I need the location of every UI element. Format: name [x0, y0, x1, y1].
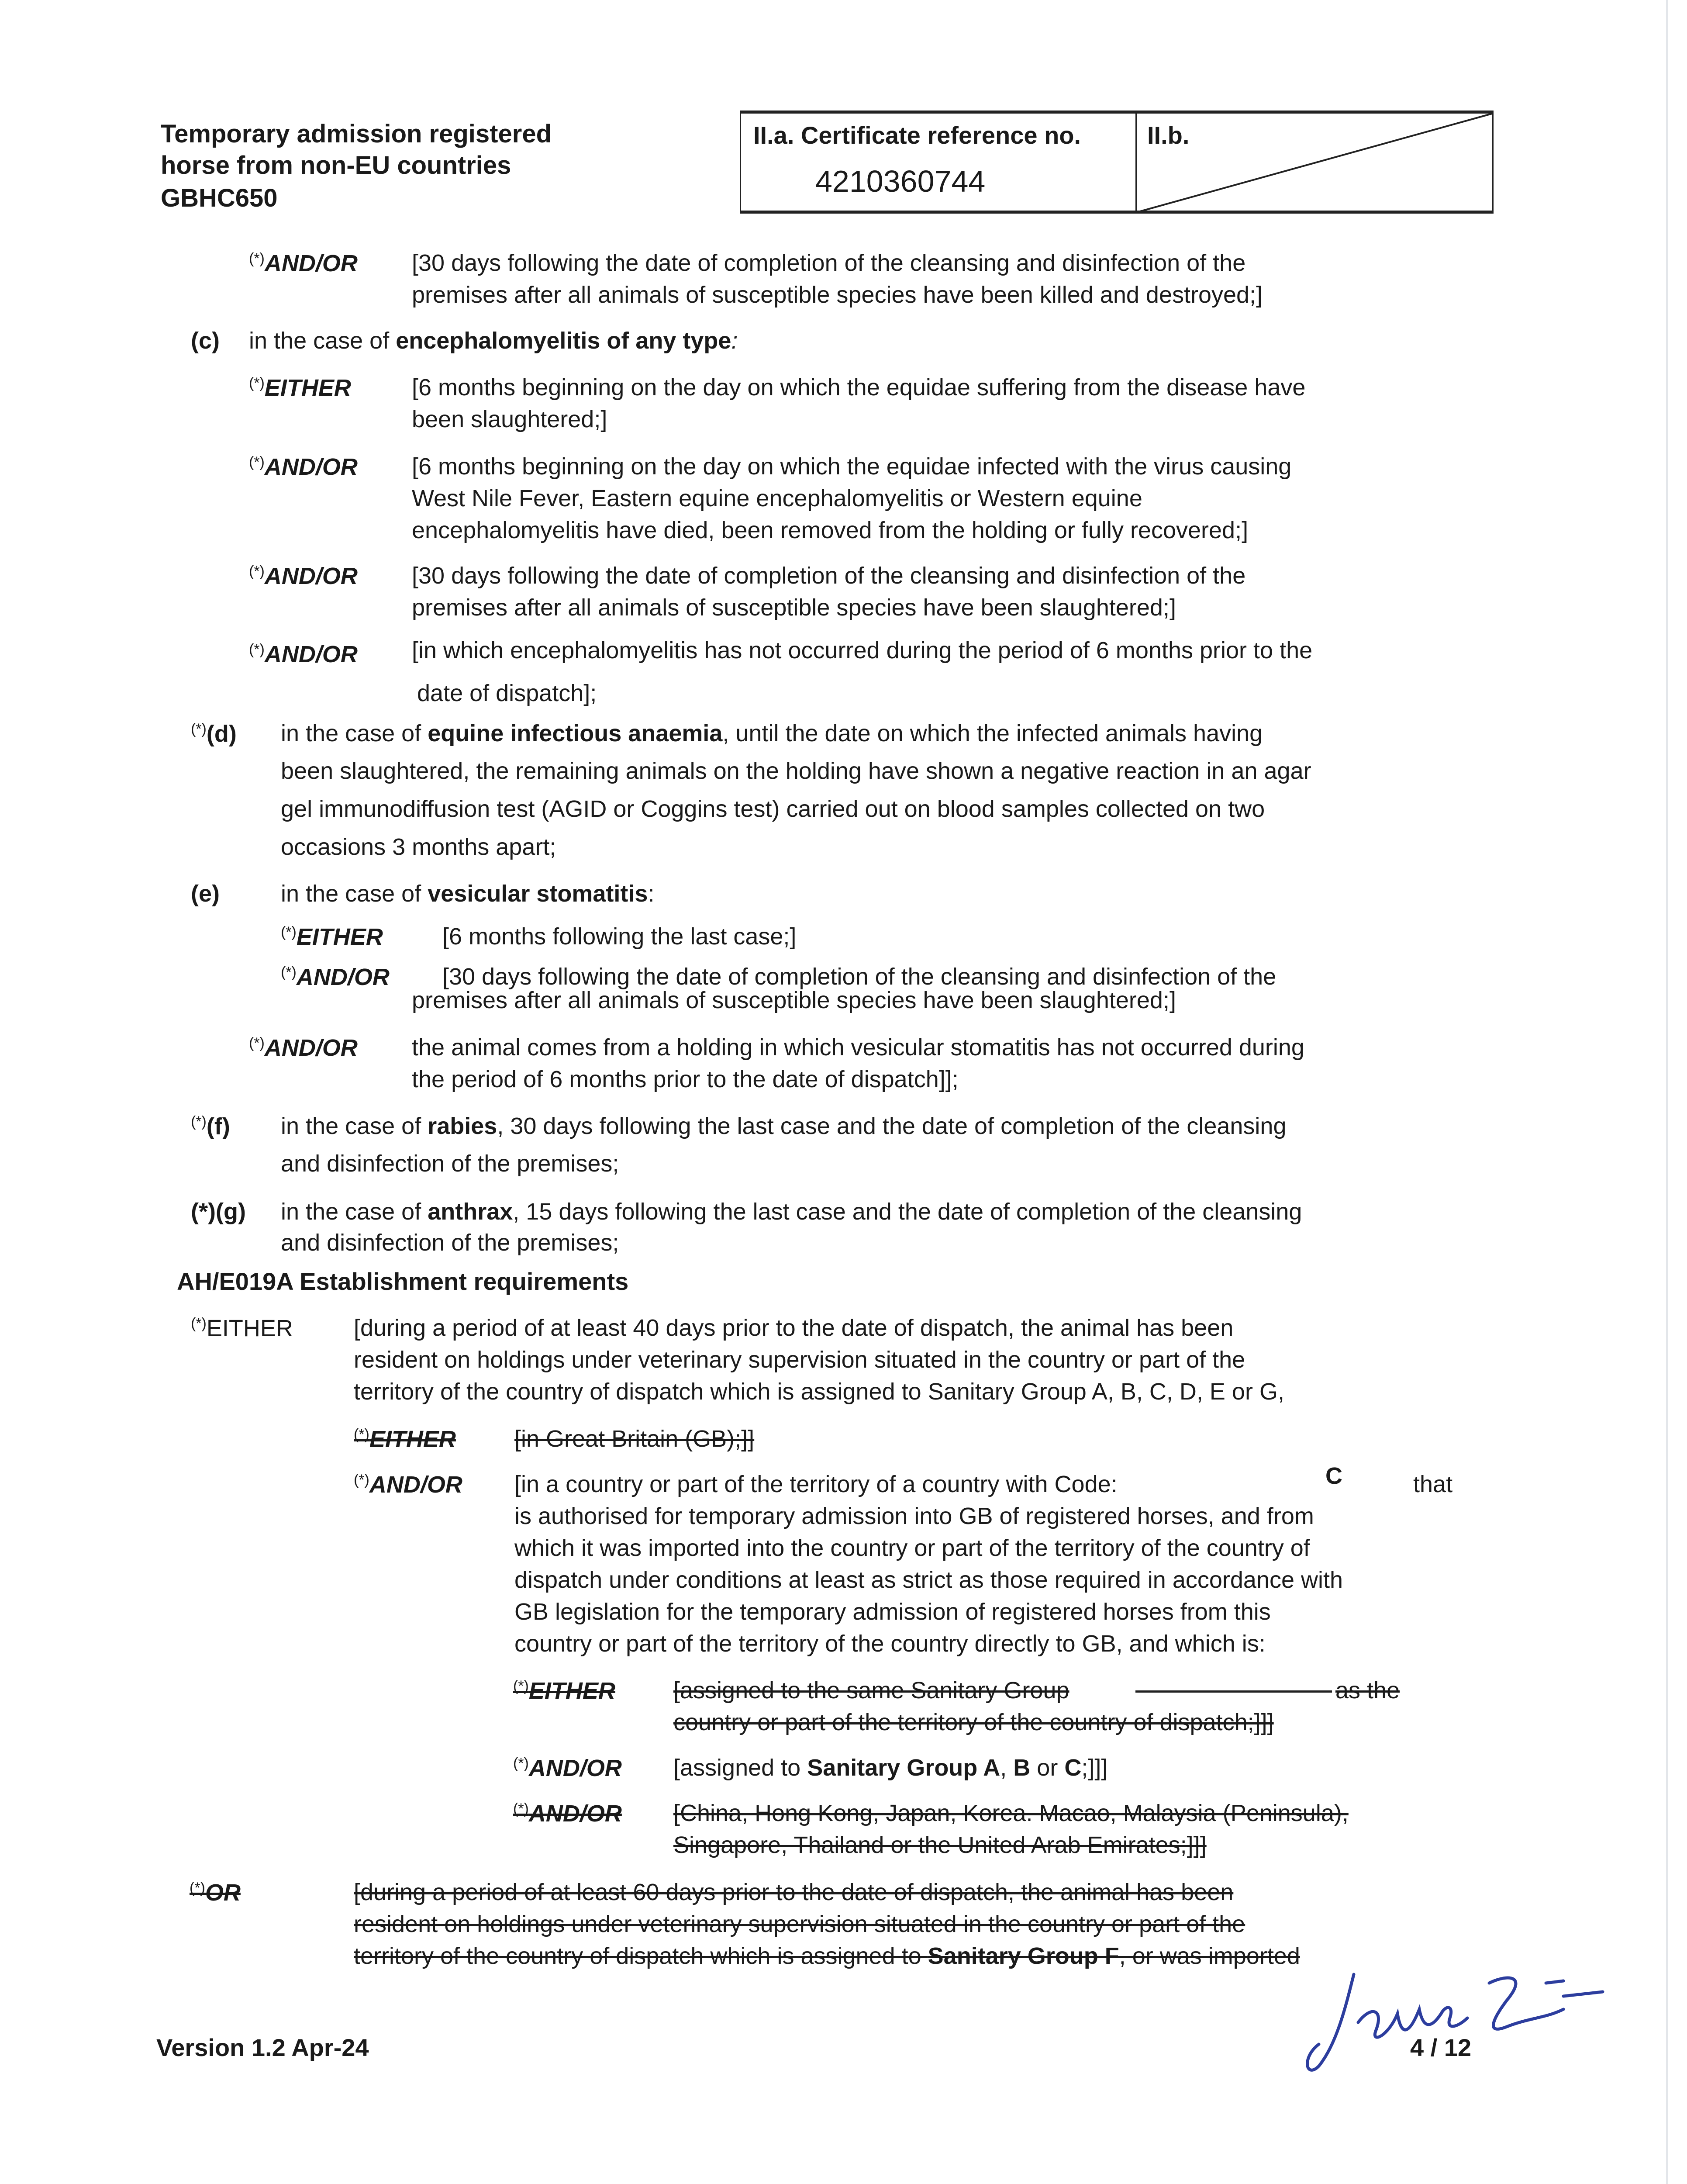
clause-marker: (*)(g): [191, 1199, 246, 1225]
option-label: (*)EITHER: [281, 924, 383, 950]
option-label-struck: (*)OR: [190, 1880, 241, 1906]
option-text: [30 days following the date of completion of the cleansing and disinfection of the: [412, 250, 1246, 276]
page-number: 4 / 12: [1410, 2034, 1472, 2061]
option-text-struck: [during a period of at least 60 days prior to the date of dispatch, the animal has been: [354, 1879, 1234, 1905]
option-text: the animal comes from a holding in which vesicular stomatitis has not occurred during: [412, 1034, 1304, 1061]
certificate-code: GBHC650: [161, 184, 278, 212]
option-text: GB legislation for the temporary admission of registered horses from this: [514, 1599, 1271, 1625]
option-label: (*)EITHER: [191, 1315, 293, 1341]
option-text-struck: country or part of the territory of the country of dispatch;]]]: [673, 1709, 1274, 1735]
option-text: [30 days following the date of completion of the cleansing and disinfection of the: [442, 964, 1276, 990]
country-code-value: C: [1325, 1463, 1342, 1489]
certificate-reference-box: [740, 111, 1494, 214]
option-text: [assigned to Sanitary Group A, B or C;]]]: [673, 1755, 1108, 1781]
option-label-struck: (*)EITHER: [513, 1678, 615, 1704]
option-text: [6 months following the last case;]: [442, 923, 797, 950]
clause-marker: (e): [191, 881, 220, 907]
iib-label: II.b.: [1147, 121, 1190, 149]
option-text-struck: territory of the country of dispatch which is assigned to Sanitary Group F, or was imported: [354, 1943, 1300, 1969]
clause-text: been slaughtered, the remaining animals on the holding have shown a negative reaction in an agar: [281, 758, 1311, 784]
clause-text: and disinfection of the premises;: [281, 1230, 619, 1256]
clause-marker: (*)(d): [191, 721, 237, 747]
option-text: [6 months beginning on the day on which the equidae suffering from the disease have: [412, 374, 1306, 401]
version-label: Version 1.2 Apr-24: [156, 2034, 369, 2061]
option-label: (*)AND/OR: [249, 641, 358, 667]
clause-text: in the case of anthrax, 15 days following the last case and the date of completion of the cleansing: [281, 1199, 1302, 1225]
option-text-struck: [assigned to the same Sanitary Group: [673, 1677, 1069, 1704]
option-text: [in a country or part of the territory of a country with Code:: [514, 1471, 1118, 1497]
option-label: (*)AND/OR: [249, 454, 358, 480]
option-label: (*)AND/OR: [249, 250, 358, 276]
strike-line: [1135, 1690, 1332, 1693]
cert-ref-value: 4210360744: [815, 164, 986, 198]
option-text: [30 days following the date of completion of the cleansing and disinfection of the: [412, 563, 1246, 589]
scan-edge: [1666, 0, 1668, 2184]
clause-text: in the case of rabies, 30 days following the last case and the date of completion of the cleansing: [281, 1113, 1287, 1139]
cert-ref-label: II.a. Certificate reference no.: [753, 121, 1081, 149]
option-text-struck: as the: [1335, 1677, 1400, 1704]
iib-diagonal-line: [1137, 114, 1492, 212]
clause-text: in the case of encephalomyelitis of any type:: [249, 328, 738, 354]
option-text: the period of 6 months prior to the date of dispatch]];: [412, 1066, 959, 1092]
clause-text: occasions 3 months apart;: [281, 834, 556, 860]
option-label-struck: (*)AND/OR: [513, 1800, 622, 1827]
clause-text: and disinfection of the premises;: [281, 1151, 619, 1177]
clause-marker: (c): [191, 328, 220, 354]
option-text: is authorised for temporary admission into GB of registered horses, and from: [514, 1503, 1314, 1529]
option-label-struck: (*)EITHER: [354, 1426, 456, 1452]
option-text-struck: [in Great Britain (GB);]]: [514, 1426, 755, 1452]
option-text: premises after all animals of susceptible species have been slaughtered;]: [412, 594, 1176, 621]
section-heading: AH/E019A Establishment requirements: [177, 1268, 629, 1295]
option-label: (*)AND/OR: [281, 964, 390, 990]
option-text: dispatch under conditions at least as strict as those required in accordance with: [514, 1567, 1343, 1593]
option-text: West Nile Fever, Eastern equine encephalomyelitis or Western equine: [412, 485, 1142, 511]
certificate-title-line: Temporary admission registered: [161, 120, 552, 148]
option-text: date of dispatch];: [417, 680, 597, 706]
option-text: premises after all animals of susceptible species have been killed and destroyed;]: [412, 282, 1263, 308]
option-text: [6 months beginning on the day on which the equidae infected with the virus causing: [412, 453, 1292, 480]
clause-text: gel immunodiffusion test (AGID or Coggins test) carried out on blood samples collected on two: [281, 796, 1265, 822]
option-text-struck: [China, Hong Kong, Japan, Korea. Macao, Malaysia (Peninsula),: [673, 1800, 1349, 1826]
option-text: which it was imported into the country or part of the territory of the country of: [514, 1535, 1310, 1561]
option-text: country or part of the territory of the country directly to GB, and which is:: [514, 1631, 1266, 1657]
clause-text: in the case of equine infectious anaemia, until the date on which the infected animals having: [281, 720, 1263, 746]
option-text: encephalomyelitis have died, been removed from the holding or fully recovered;]: [412, 517, 1249, 543]
option-label: (*)EITHER: [249, 375, 351, 401]
clause-marker: (*)(f): [191, 1113, 230, 1140]
option-text: resident on holdings under veterinary supervision situated in the country or part of the: [354, 1347, 1245, 1373]
option-label: (*)AND/OR: [513, 1755, 622, 1781]
option-text: [in which encephalomyelitis has not occurred during the period of 6 months prior to the: [412, 637, 1313, 663]
clause-text: in the case of vesicular stomatitis:: [281, 881, 655, 907]
certificate-title-line: horse from non-EU countries: [161, 151, 511, 180]
option-text: [during a period of at least 40 days prior to the date of dispatch, the animal has been: [354, 1315, 1234, 1341]
option-label: (*)AND/OR: [249, 1035, 358, 1061]
option-label: (*)AND/OR: [249, 563, 358, 589]
option-label: (*)AND/OR: [354, 1472, 462, 1498]
option-text: territory of the country of dispatch which is assigned to Sanitary Group A, B, C, D, E or G,: [354, 1379, 1284, 1405]
option-text-struck: resident on holdings under veterinary supervision situated in the country or part of the: [354, 1911, 1245, 1937]
option-text: premises after all animals of susceptible species have been slaughtered;]: [412, 987, 1176, 1013]
option-text-struck: Singapore, Thailand or the United Arab Emirates;]]]: [673, 1832, 1207, 1858]
option-text: been slaughtered;]: [412, 406, 607, 432]
signature: [1301, 1957, 1607, 2084]
option-text: that: [1413, 1471, 1453, 1497]
